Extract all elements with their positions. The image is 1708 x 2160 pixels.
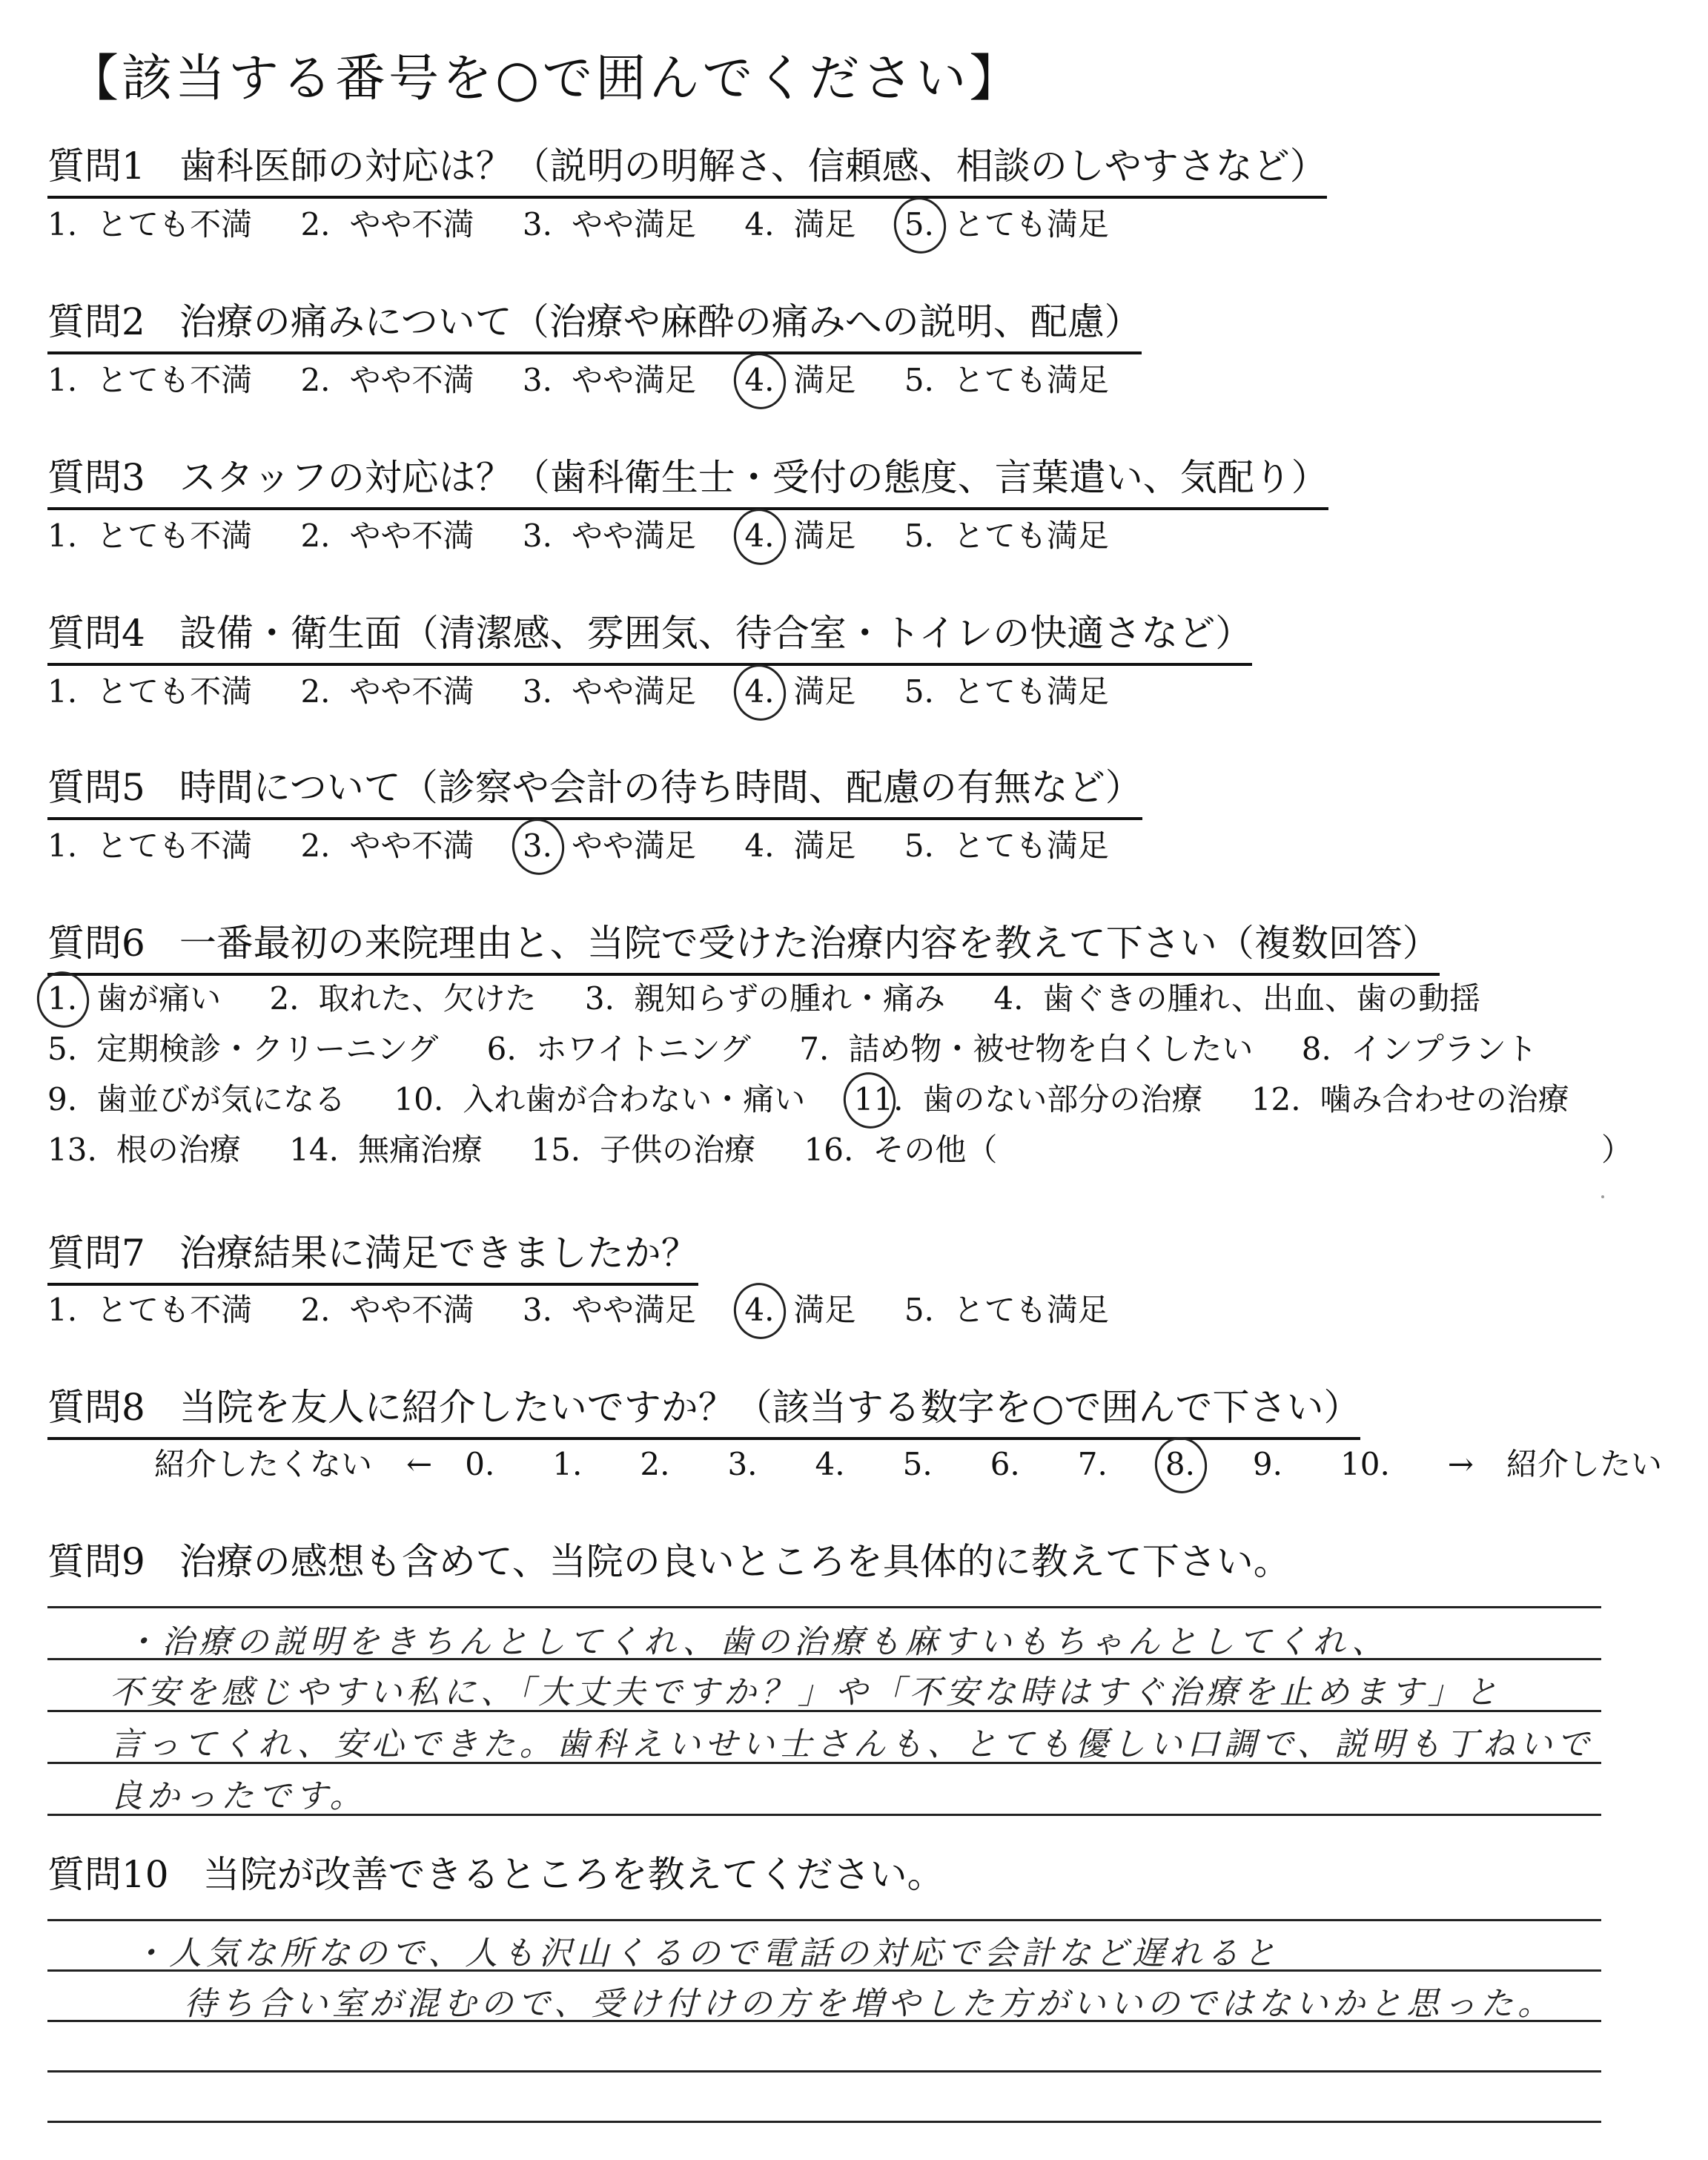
question-3-title (47, 457, 1328, 510)
option-1[interactable]: 1. とても不満 (47, 518, 253, 554)
scale-5[interactable]: 5. (902, 1446, 933, 1482)
question-8-title (47, 1387, 1360, 1440)
option-3[interactable]: 3. やや満足 (522, 206, 696, 242)
option-2[interactable]: 2. やや不満 (300, 828, 474, 864)
question-6-row-2 (47, 1031, 1576, 1068)
option-2[interactable]: 2. やや不満 (300, 673, 474, 710)
scale-7[interactable]: 7. (1077, 1446, 1108, 1482)
reason-16-other[interactable]: 16. その他（ (804, 1132, 998, 1168)
scale-8-selected[interactable]: 8. (1165, 1446, 1195, 1482)
question-1-options (47, 206, 1148, 243)
question-8-number: 質問8 (47, 1386, 145, 1429)
question-4-options (47, 673, 1148, 710)
reason-2[interactable]: 2. 取れた、欠けた (269, 980, 537, 1017)
option-4-selected[interactable]: 4. 満足 (744, 518, 856, 554)
reason-6[interactable]: 6. ホワイトニング (486, 1031, 751, 1067)
question-7-title (47, 1232, 698, 1286)
q10-answer-line-2: 待ち合い室が混むので、受け付けの方を増やした方がいいのではないかと思った。 (184, 1985, 1555, 2023)
scale-6[interactable]: 6. (990, 1446, 1020, 1482)
option-5-selected[interactable]: 5. とても満足 (904, 206, 1109, 242)
reason-9[interactable]: 9. 歯並びが気になる (47, 1081, 346, 1117)
option-2[interactable]: 2. やや不満 (300, 362, 474, 398)
question-4-number: 質問4 (47, 612, 145, 655)
q9-answer-line-3: 言ってくれ、安心できた。歯科えいせい士さんも、とても優しい口調で、説明も丁ねいで (110, 1725, 1594, 1763)
question-10-number: 質問10 (47, 1853, 169, 1896)
q10-answer-line-1: ・人気な所なので、人も沢山くるので電話の対応で会計など遅れると (132, 1935, 1281, 1972)
scale-left-label: 紹介したくない (154, 1446, 373, 1482)
option-2[interactable]: 2. やや不満 (300, 518, 474, 554)
answer-line (47, 2121, 1601, 2123)
option-2[interactable]: 2. やや不満 (300, 1292, 474, 1328)
reason-15[interactable]: 15. 子供の治療 (531, 1132, 756, 1168)
other-close-paren: ） (1601, 1132, 1633, 1168)
question-5-options (47, 828, 1148, 865)
reason-4[interactable]: 4. 歯ぐきの腫れ、出血、歯の動揺 (993, 980, 1480, 1017)
question-2-options (47, 362, 1148, 399)
option-5[interactable]: 5. とても満足 (904, 1292, 1109, 1328)
option-5[interactable]: 5. とても満足 (904, 828, 1109, 864)
question-8-scale (154, 1446, 1696, 1483)
scale-4[interactable]: 4. (815, 1446, 845, 1482)
question-4-text: 設備・衛生面（清潔感、雰囲気、待合室・トイレの快適さなど） (179, 612, 1253, 655)
question-7-text: 治療結果に満足できましたか？ (179, 1232, 698, 1275)
reason-3[interactable]: 3. 親知らずの腫れ・痛み (584, 980, 945, 1017)
q9-answer-line-2: 不安を感じやすい私に、「大丈夫ですか？」や「不安な時はすぐ治療を止めます」と (110, 1674, 1502, 1711)
option-5[interactable]: 5. とても満足 (904, 518, 1109, 554)
question-3-text: スタッフの対応は？（歯科衛生士・受付の態度、言葉遣い、気配り） (179, 456, 1328, 499)
reason-10[interactable]: 10. 入れ歯が合わない・痛い (394, 1081, 806, 1117)
question-6-row-1 (47, 980, 1519, 1017)
question-2-number: 質問2 (47, 300, 145, 343)
option-1[interactable]: 1. とても不満 (47, 828, 253, 864)
reason-7[interactable]: 7. 詰め物・被せ物を白くしたい (799, 1031, 1254, 1067)
question-10-text: 当院が改善できるところを教えてください。 (202, 1853, 944, 1896)
option-1[interactable]: 1. とても不満 (47, 206, 253, 242)
question-1-number: 質問1 (47, 145, 145, 188)
q9-answer-line-1: ・治療の説明をきちんとしてくれ、歯の治療も麻すいもちゃんとしてくれ、 (125, 1623, 1389, 1661)
reason-12[interactable]: 12. 噛み合わせの治療 (1251, 1081, 1569, 1117)
stray-mark (1601, 1195, 1604, 1198)
question-9-number: 質問9 (47, 1540, 145, 1583)
question-6-text: 一番最初の来院理由と、当院で受けた治療内容を教えて下さい（複数回答） (179, 922, 1440, 965)
option-3[interactable]: 3. やや満足 (522, 518, 696, 554)
scale-1[interactable]: 1. (552, 1446, 583, 1482)
page-title: 【該当する番号を○で囲んでください】 (68, 50, 1023, 108)
question-4-title (47, 612, 1252, 666)
scale-3[interactable]: 3. (727, 1446, 758, 1482)
question-9-title (47, 1541, 1291, 1591)
question-6-number: 質問6 (47, 922, 145, 965)
question-8-text: 当院を友人に紹介したいですか？（該当する数字を○で囲んで下さい） (179, 1386, 1361, 1429)
arrow-left-icon: ← (406, 1446, 433, 1482)
reason-11-selected[interactable]: 11. 歯のない部分の治療 (853, 1081, 1203, 1117)
scale-2[interactable]: 2. (640, 1446, 670, 1482)
question-6-title (47, 922, 1440, 976)
reason-5[interactable]: 5. 定期検診・クリーニング (47, 1031, 439, 1067)
option-3[interactable]: 3. やや満足 (522, 362, 696, 398)
option-5[interactable]: 5. とても満足 (904, 673, 1109, 710)
reason-13[interactable]: 13. 根の治療 (47, 1132, 241, 1168)
option-1[interactable]: 1. とても不満 (47, 1292, 253, 1328)
answer-line (47, 1606, 1601, 1608)
option-5[interactable]: 5. とても満足 (904, 362, 1109, 398)
option-3[interactable]: 3. やや満足 (522, 1292, 696, 1328)
answer-line (47, 2070, 1601, 2073)
question-2-text: 治療の痛みについて（治療や麻酔の痛みへの説明、配慮） (179, 300, 1142, 343)
question-7-number: 質問7 (47, 1232, 145, 1275)
reason-1-selected[interactable]: 1. 歯が痛い (47, 980, 222, 1017)
question-10-title (47, 1854, 944, 1904)
question-3-number: 質問3 (47, 456, 145, 499)
question-5-number: 質問5 (47, 766, 145, 809)
question-5-title (47, 767, 1142, 820)
scale-right-label: 紹介したい (1506, 1446, 1663, 1482)
question-3-options (47, 518, 1148, 555)
question-9-text: 治療の感想も含めて、当院の良いところを具体的に教えて下さい。 (179, 1540, 1291, 1583)
option-4-selected[interactable]: 4. 満足 (744, 1292, 856, 1328)
option-1[interactable]: 1. とても不満 (47, 673, 253, 710)
arrow-right-icon: → (1447, 1446, 1474, 1482)
question-2-title (47, 301, 1142, 354)
option-3-selected[interactable]: 3. やや満足 (522, 828, 696, 864)
answer-line (47, 1919, 1601, 1921)
reason-14[interactable]: 14. 無痛治療 (289, 1132, 483, 1168)
option-3[interactable]: 3. やや満足 (522, 673, 696, 710)
option-4-selected[interactable]: 4. 満足 (744, 673, 856, 710)
question-6-row-4 (47, 1132, 1036, 1169)
option-1[interactable]: 1. とても不満 (47, 362, 253, 398)
option-4-selected[interactable]: 4. 満足 (744, 362, 856, 398)
scale-9[interactable]: 9. (1252, 1446, 1282, 1482)
question-7-options (47, 1292, 1148, 1329)
reason-8[interactable]: 8. インプラント (1301, 1031, 1537, 1067)
scale-10[interactable]: 10. (1340, 1446, 1390, 1482)
q9-answer-line-4: 良かったです。 (110, 1777, 367, 1815)
option-2[interactable]: 2. やや不満 (300, 206, 474, 242)
scale-0[interactable]: 0. (465, 1446, 495, 1482)
question-6-row-3 (47, 1081, 1608, 1118)
question-1-title (47, 145, 1327, 199)
question-5-text: 時間について（診察や会計の待ち時間、配慮の有無など） (179, 766, 1142, 809)
option-4[interactable]: 4. 満足 (744, 206, 856, 242)
question-1-text: 歯科医師の対応は？（説明の明解さ、信頼感、相談のしやすさなど） (179, 145, 1327, 188)
option-4[interactable]: 4. 満足 (744, 828, 856, 864)
